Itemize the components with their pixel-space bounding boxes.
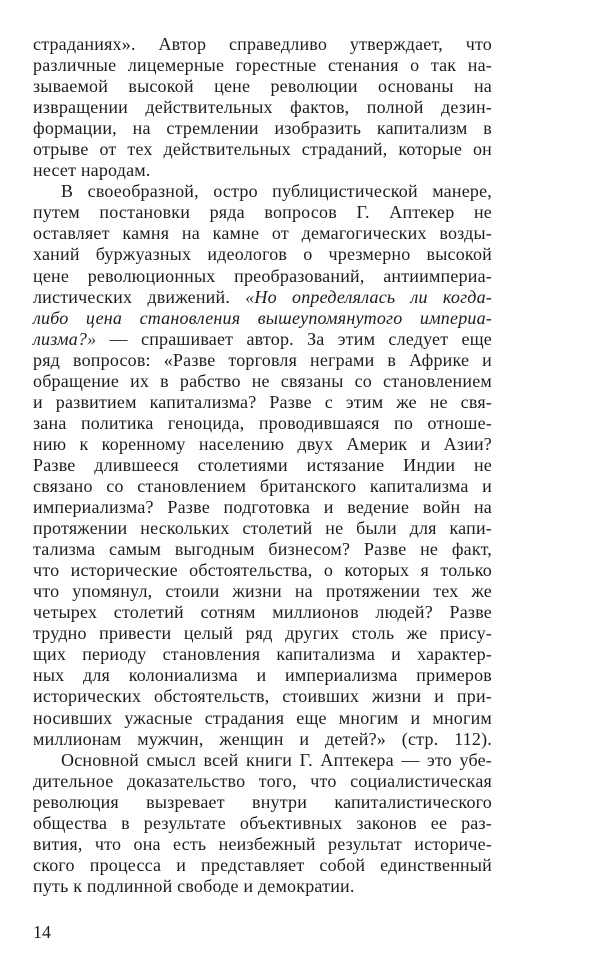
- text-segment: трудно привести целый ряд других столь же прису-: [33, 623, 492, 644]
- text-segment: путем постановки ряда вопросов Г. Аптекер не: [33, 202, 492, 223]
- text-line: [33, 792, 492, 813]
- text-line: [33, 160, 492, 181]
- text-segment: зана политика геноцида, проводившаяся по отноше-: [33, 412, 492, 433]
- text-segment: связано со становлением британского капитализма и: [33, 475, 492, 496]
- text-line: [33, 644, 492, 665]
- text-segment: исторических обстоятельств, стоивших жизни и при-: [33, 686, 492, 707]
- text-line: [33, 771, 492, 792]
- italic-quote-text: «Но определялась ли когда-: [245, 286, 492, 307]
- body-text: [33, 34, 492, 897]
- text-line: [33, 581, 492, 602]
- text-segment: В своеобразной, остро публицистической манере,: [61, 181, 492, 202]
- text-segment: революция вызревает внутри капиталистического: [33, 791, 492, 812]
- text-line: [33, 518, 492, 539]
- text-segment: и развитием капитализма? Разве с этим же не свя-: [33, 391, 492, 412]
- text-line: [33, 560, 492, 581]
- text-line: [33, 876, 492, 897]
- italic-quote-text: лизма?»: [33, 328, 97, 349]
- text-segment: тализма самым выгодным бизнесом? Разве не факт,: [33, 539, 492, 560]
- text-segment: — спрашивает автор. За этим следует еще: [96, 328, 492, 349]
- text-line: [33, 855, 492, 876]
- page-number: 14: [33, 922, 51, 942]
- text-line: [33, 287, 492, 308]
- text-line: [33, 686, 492, 707]
- text-line: [33, 434, 492, 455]
- text-line: [33, 602, 492, 623]
- text-segment: формации, на стремлении изобразить капитализм в: [33, 118, 492, 139]
- text-line: [33, 97, 492, 118]
- text-line: [33, 202, 492, 223]
- text-segment: оставляет камня на камне от демагогических возды-: [33, 223, 492, 244]
- text-segment: обращение их в рабство не связаны со становлением: [33, 370, 492, 391]
- text-segment: миллионам мужчин, женщин и детей?» (стр. 112).: [33, 728, 492, 749]
- text-line: [33, 455, 492, 476]
- text-line: [33, 350, 492, 371]
- text-segment: цене революционных преобразований, антиимпериа-: [33, 265, 492, 286]
- text-line: [33, 834, 492, 855]
- text-line: [33, 665, 492, 686]
- text-line: [33, 118, 492, 139]
- text-line: [33, 139, 492, 160]
- text-line: [33, 371, 492, 392]
- text-segment: извращении действительных фактов, полной дезин-: [33, 97, 492, 118]
- text-segment: общества в результате объективных законов ее раз-: [33, 812, 492, 833]
- text-line: [33, 539, 492, 560]
- text-segment: Основной смысл всей книги Г. Аптекера — это убе-: [61, 749, 492, 770]
- text-segment: ханий буржуазных идеологов о чрезмерно высокой: [33, 244, 492, 265]
- text-segment: несет народам.: [33, 160, 151, 181]
- text-segment: четырех столетий сотням миллионов людей? Разве: [33, 602, 492, 623]
- text-segment: империализма? Разве подготовка и ведение войн на: [33, 497, 492, 518]
- text-line: [33, 34, 492, 55]
- text-segment: что исторические обстоятельства, о которых я только: [33, 560, 492, 581]
- text-line: [33, 413, 492, 434]
- text-line: [33, 308, 492, 329]
- text-line: [33, 813, 492, 834]
- text-segment: страданиях». Автор справедливо утверждает, что: [33, 34, 492, 54]
- text-segment: зываемой высокой цене революции основаны на: [33, 76, 492, 97]
- text-segment: нию к коренному населению двух Америк и Азии?: [33, 433, 492, 454]
- text-segment: ского процесса и представляет собой единственный: [33, 854, 492, 875]
- text-line: [33, 266, 492, 287]
- text-line: [33, 392, 492, 413]
- text-segment: ряд вопросов: «Разве торговля неграми в Африке и: [33, 349, 492, 370]
- text-line: [33, 329, 492, 350]
- text-segment: что упомянул, стоили жизни на протяжении тех же: [33, 581, 492, 602]
- text-segment: листических движений.: [33, 286, 246, 307]
- text-segment: щих периоду становления капитализма и характер-: [33, 644, 492, 665]
- text-segment: носивших ужасные страдания еще многим и многим: [33, 707, 492, 728]
- text-line: [33, 476, 492, 497]
- text-line: [33, 223, 492, 244]
- text-line: [33, 244, 492, 265]
- text-line: [33, 76, 492, 97]
- paragraph-start-line: [33, 750, 492, 771]
- text-segment: протяжении нескольких столетий не были для капи-: [33, 518, 492, 539]
- text-segment: путь к подлинной свободе и демократии.: [33, 875, 355, 896]
- italic-quote-text: либо цена становления вышеупомянутого империа-: [33, 307, 492, 328]
- text-segment: вития, что она есть неизбежный результат историче-: [33, 833, 492, 854]
- text-line: [33, 623, 492, 644]
- text-line: [33, 708, 492, 729]
- text-line: [33, 55, 492, 76]
- text-line: [33, 729, 492, 750]
- text-segment: ных для колониализма и империализма примеров: [33, 665, 492, 686]
- text-segment: дительное доказательство того, что социалистическая: [33, 770, 492, 791]
- text-line: [33, 497, 492, 518]
- paragraph-start-line: [33, 181, 492, 202]
- text-segment: отрыве от тех действительных страданий, которые он: [33, 139, 492, 160]
- text-segment: различные лицемерные горестные стенания о так на-: [33, 55, 492, 76]
- text-segment: Разве длившееся столетиями истязание Индии не: [33, 454, 492, 475]
